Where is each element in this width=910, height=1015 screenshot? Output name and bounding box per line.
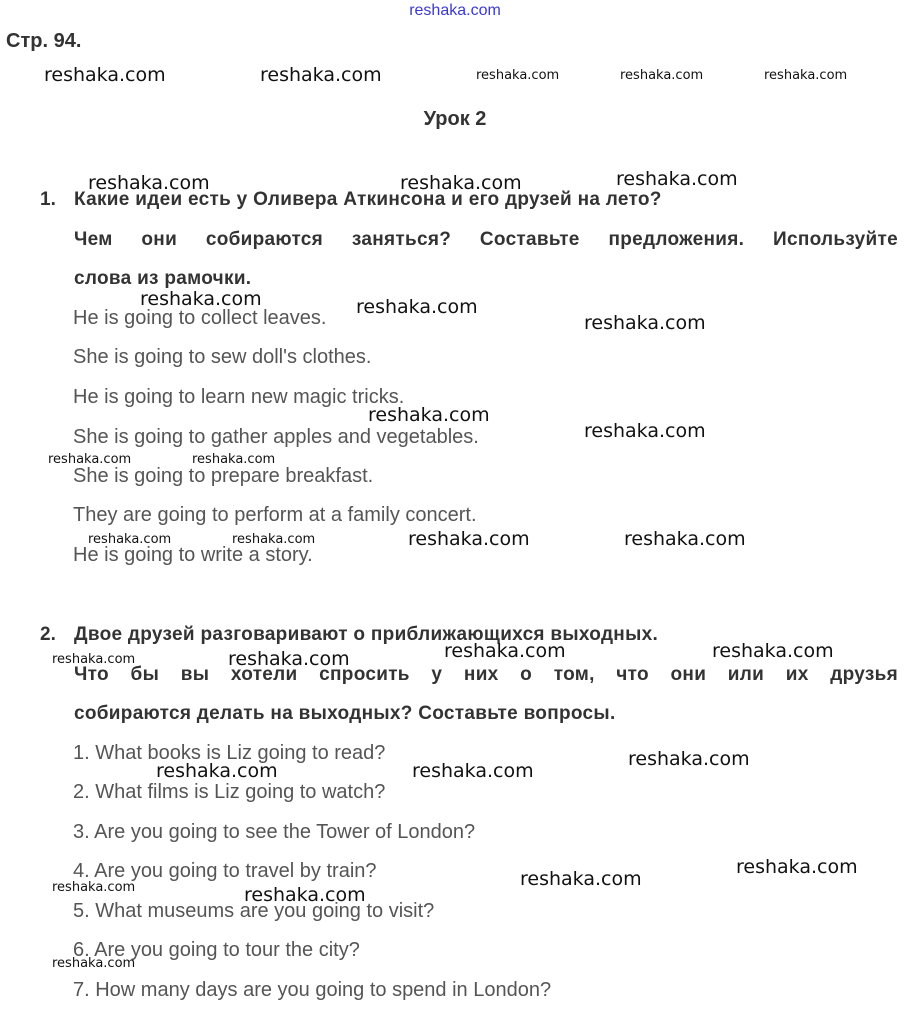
task-1-answer-7: He is going to write a story. — [73, 544, 313, 566]
watermark: reshaka.com — [260, 64, 382, 86]
task-2-line-1: Двое друзей разговаривают о приближающихся выходных. — [74, 624, 659, 645]
watermark: reshaka.com — [712, 640, 834, 662]
task-2-answer-2: 2. What films is Liz going to watch? — [73, 781, 386, 803]
top-watermark: reshaka.com — [409, 2, 501, 19]
watermark: reshaka.com — [584, 420, 706, 442]
task-2-answer-1: 1. What books is Liz going to read? — [73, 742, 386, 764]
task-1-answer-4: She is going to gather apples and vegetables. — [73, 426, 479, 448]
task-1-line-2: Чем они собираются заняться? Составьте предложения. Используйте — [74, 229, 898, 250]
task-2-line-2: Что бы вы хотели спросить у них о том, что они или их друзья — [74, 664, 898, 685]
task-2-line-3: собираются делать на выходных? Составьте вопросы. — [74, 703, 616, 724]
watermark: reshaka.com — [140, 288, 262, 310]
task-1-answer-1: He is going to collect leaves. — [73, 307, 327, 329]
watermark: reshaka.com — [620, 68, 704, 83]
task-2-answer-5: 5. What museums are you going to visit? — [73, 900, 435, 922]
watermark: reshaka.com — [412, 760, 534, 782]
watermark: reshaka.com — [44, 64, 166, 86]
watermark: reshaka.com — [228, 648, 350, 670]
task-2-answer-4: 4. Are you going to travel by train? — [73, 860, 377, 882]
task-1-line-1: Какие идеи есть у Оливера Аткинсона и его друзей на лето? — [74, 189, 662, 210]
watermark: reshaka.com — [584, 312, 706, 334]
watermark: reshaka.com — [400, 172, 522, 194]
watermark: reshaka.com — [444, 640, 566, 662]
task-1-answer-6: They are going to perform at a family concert. — [73, 504, 477, 526]
watermark: reshaka.com — [52, 652, 136, 667]
watermark: reshaka.com — [616, 168, 738, 190]
watermark: reshaka.com — [48, 452, 132, 467]
lesson-title: Урок 2 — [423, 108, 487, 130]
task-1-line-3: слова из рамочки. — [74, 268, 252, 289]
task-1-answer-2: She is going to sew doll's clothes. — [73, 346, 372, 368]
task-1-number: 1. — [40, 189, 56, 210]
watermark: reshaka.com — [764, 68, 848, 83]
watermark: reshaka.com — [52, 880, 136, 895]
watermark: reshaka.com — [628, 748, 750, 770]
watermark: reshaka.com — [356, 296, 478, 318]
watermark: reshaka.com — [368, 404, 490, 426]
watermark: reshaka.com — [244, 884, 366, 906]
task-1-answer-5: She is going to prepare breakfast. — [73, 465, 374, 487]
watermark: reshaka.com — [736, 856, 858, 878]
watermark: reshaka.com — [192, 452, 276, 467]
watermark: reshaka.com — [408, 528, 530, 550]
watermark: reshaka.com — [88, 532, 172, 547]
task-1-answer-3: He is going to learn new magic tricks. — [73, 386, 405, 408]
page-reference: Стр. 94. — [6, 30, 82, 52]
watermark: reshaka.com — [156, 760, 278, 782]
task-2-answer-6: 6. Are you going to tour the city? — [73, 939, 360, 961]
task-2-answer-3: 3. Are you going to see the Tower of London? — [73, 821, 476, 843]
task-2-answer-7: 7. How many days are you going to spend in London? — [73, 979, 552, 1001]
watermark: reshaka.com — [624, 528, 746, 550]
watermark: reshaka.com — [88, 172, 210, 194]
watermark: reshaka.com — [476, 68, 560, 83]
task-2-number: 2. — [40, 624, 56, 645]
watermark: reshaka.com — [52, 956, 136, 971]
watermark: reshaka.com — [232, 532, 316, 547]
watermark: reshaka.com — [520, 868, 642, 890]
